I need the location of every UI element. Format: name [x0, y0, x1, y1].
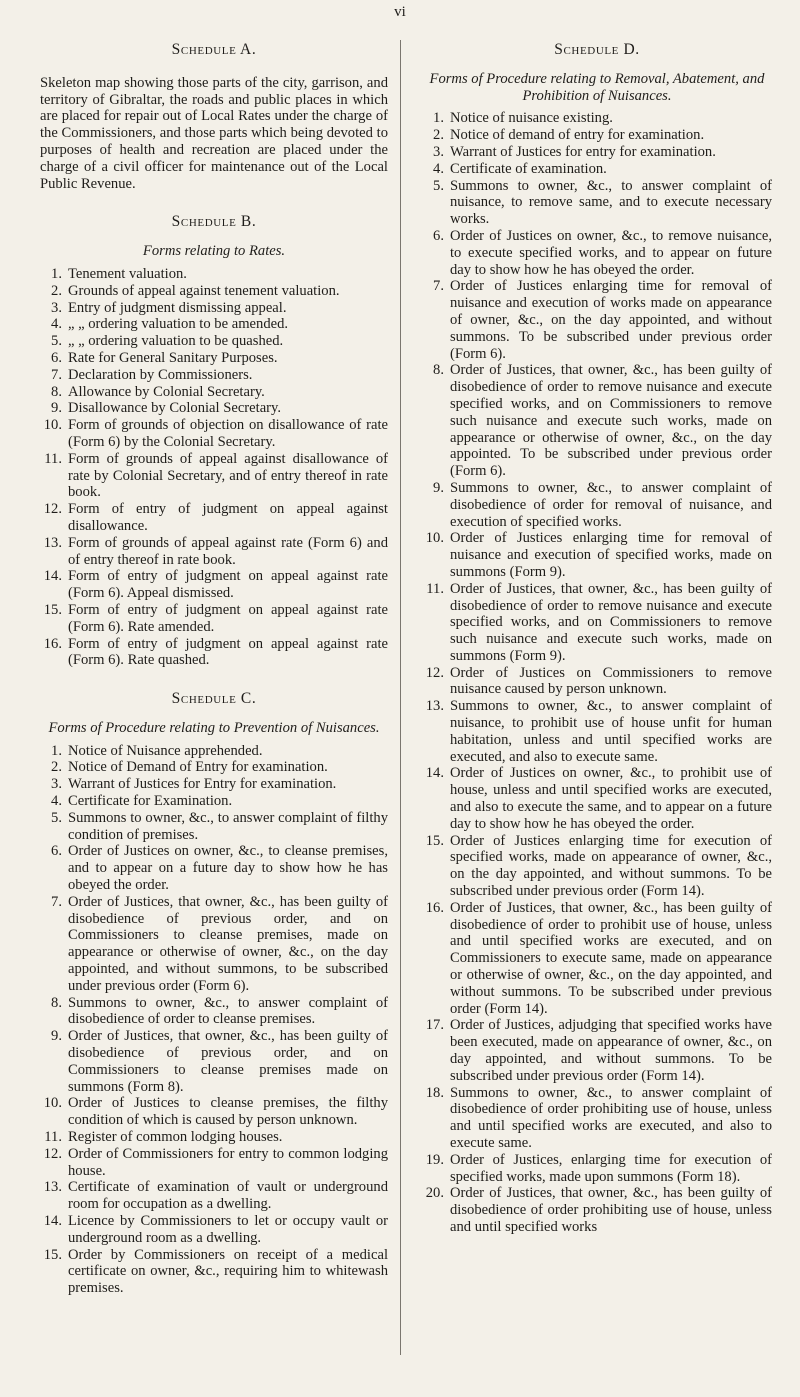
item-text: „ „ ordering valuation to be quashed.: [68, 333, 284, 350]
item-text: Order of Justices on Commissioners to remove nuisance caused by person unknown.: [450, 664, 772, 698]
item-number: 19.: [425, 1151, 444, 1168]
schedule-d-list: [422, 110, 772, 1235]
schedule-c-subheading: Forms of Procedure relating to Prevention of Nuisances.: [48, 719, 380, 736]
item-text: Certificate of examination.: [450, 160, 607, 177]
item-text: Declaration by Commissioners.: [68, 366, 253, 383]
item-text: Form of entry of judgment on appeal against rate (Form 6). Rate amended.: [68, 601, 388, 635]
item-text: Order of Justices on owner, &c., to remove nuisance, to execute specified works, and to appear on future day to show how he has obeyed the order.: [450, 227, 772, 278]
list-item: [422, 1152, 772, 1186]
schedule-b-heading: Schedule B.: [171, 213, 257, 231]
item-number: 10.: [43, 1095, 62, 1112]
item-text: Notice of demand of entry for examination.: [450, 127, 705, 144]
list-item: [422, 362, 772, 480]
schedule-c-heading: Schedule C.: [171, 690, 257, 708]
list-item: [40, 1028, 388, 1095]
item-number: 2.: [51, 759, 62, 776]
list-item: [40, 1247, 388, 1297]
list-item: [422, 665, 772, 699]
schedule-a-text: Skeleton map showing those parts of the city, garrison, and territory of Gibraltar, the roads and public places in which are placed for repair out of Local Rates under the charge of the Commissioners, and those parts which being devoted to purposes of health and recreation are placed under the charge of a civil officer for maintenance out of the Local Public Revenue.: [40, 74, 388, 192]
item-text: Form of entry of judgment on appeal against rate (Form 6). Appeal dismissed.: [68, 568, 388, 602]
left-column: [40, 42, 388, 1297]
item-number: 4.: [51, 316, 62, 333]
item-number: 13.: [43, 534, 62, 551]
list-item: [40, 501, 388, 535]
item-number: 8.: [51, 994, 62, 1011]
list-item: [40, 1095, 388, 1129]
item-number: 5.: [51, 333, 62, 350]
item-number: 8.: [433, 362, 444, 379]
list-item: [422, 1017, 772, 1084]
list-item: [422, 228, 772, 278]
list-item: [422, 833, 772, 900]
list-item: [40, 535, 388, 569]
list-item: [40, 602, 388, 636]
item-text: Form of entry of judgment on appeal against disallowance.: [68, 501, 388, 534]
item-number: 12.: [425, 664, 444, 681]
item-text: Disallowance by Colonial Secretary.: [68, 400, 282, 417]
item-number: 13.: [43, 1179, 62, 1196]
list-item: [40, 743, 388, 760]
item-number: 12.: [43, 1145, 62, 1162]
list-item: [40, 1179, 388, 1213]
item-text: Form of grounds of appeal against disallowance of rate by Colonial Secretary, and of entry thereof in rate book.: [68, 450, 388, 501]
item-number: 8.: [51, 383, 62, 400]
item-number: 14.: [425, 765, 444, 782]
item-text: Notice of nuisance existing.: [450, 110, 613, 127]
schedule-b-subheading: Forms relating to Rates.: [142, 243, 286, 260]
item-number: 18.: [425, 1084, 444, 1101]
item-number: 2.: [51, 282, 62, 299]
list-item: [422, 1085, 772, 1152]
list-item: [40, 451, 388, 501]
item-text: Allowance by Colonial Secretary.: [68, 383, 265, 400]
list-item: [422, 278, 772, 362]
item-text: Order of Justices, that owner, &c., has been guilty of disobedience of previous order, and on Commissioners to cleanse premises made on summons (Form 8).: [68, 1028, 388, 1095]
item-number: 9.: [433, 479, 444, 496]
list-item: [40, 350, 388, 367]
column-divider: [400, 40, 401, 1355]
item-number: 5.: [51, 809, 62, 826]
item-text: Order of Justices, that owner, &c., has been guilty of disobedience of previous order, and on Commissioners to cleanse premises, made on appearance or otherwise of owner, &c., on the day appointed, and without summons, to be subscribed under previous order (Form 6).: [68, 893, 388, 994]
item-text: Summons to owner, &c., to answer complaint of filthy condition of premises.: [68, 809, 388, 843]
list-item: [40, 1129, 388, 1146]
list-item: [422, 144, 772, 161]
item-text: Form of entry of judgment on appeal against rate (Form 6). Rate quashed.: [68, 635, 388, 669]
list-item: [40, 843, 388, 893]
item-number: 15.: [43, 1246, 62, 1263]
schedule-d: [422, 42, 772, 1236]
item-number: 15.: [43, 601, 62, 618]
item-text: Register of common lodging houses.: [68, 1129, 283, 1146]
item-number: 6.: [51, 349, 62, 366]
schedule-d-subheading: Forms of Procedure relating to Removal, Abatement, and Prohibition of Nuisances.: [429, 70, 765, 104]
item-text: Order of Justices on owner, &c., to cleanse premises, and to appear on a future day to show how he has obeyed the order.: [68, 843, 388, 894]
list-item: [40, 266, 388, 283]
item-number: 14.: [43, 1213, 62, 1229]
item-number: 3.: [51, 776, 62, 793]
item-text: Grounds of appeal against tenement valuation.: [68, 282, 340, 299]
item-text: Rate for General Sanitary Purposes.: [68, 349, 278, 366]
item-number: 20.: [425, 1185, 444, 1202]
list-item: [422, 900, 772, 1018]
list-item: [422, 581, 772, 665]
item-number: 10.: [43, 417, 62, 434]
item-number: 9.: [51, 1028, 62, 1045]
item-text: Form of grounds of appeal against rate (Form 6) and of entry thereof in rate book.: [68, 534, 388, 568]
item-text: Certificate of examination of vault or underground room for occupation as a dwelling.: [68, 1179, 388, 1213]
item-number: 15.: [425, 832, 444, 849]
item-text: Licence by Commissioners to let or occupy vault or underground room as a dwelling.: [68, 1213, 388, 1246]
item-number: 17.: [425, 1017, 444, 1034]
list-item: [40, 995, 388, 1029]
list-item: [40, 759, 388, 776]
schedule-d-heading: Schedule D.: [554, 41, 640, 58]
schedule-a-heading: Schedule A.: [171, 41, 257, 58]
item-text: Order of Justices, adjudging that specified works have been executed, made on appearance of owner, &c., on day appointed, and without summons. To be subscribed under previous order (Form 14).: [450, 1017, 772, 1084]
item-number: 6.: [51, 843, 62, 860]
list-item: [40, 810, 388, 844]
item-text: Order of Justices enlarging time for removal of nuisance and execution of specified works, made on summons (Form 9).: [450, 530, 772, 580]
item-text: Notice of Nuisance apprehended.: [68, 742, 263, 759]
list-item: [40, 568, 388, 602]
item-number: 4.: [51, 793, 62, 810]
item-text: Order of Justices enlarging time for execution of specified works, made on appearance of owner, &c., on the day appointed, and without summons. To be subscribed under previous order (Form 14).: [450, 832, 772, 900]
item-number: 2.: [433, 127, 444, 144]
item-text: Order of Justices, that owner, &c., has been guilty of disobedience of order to remove nuisance and execute specified works, and on Commissioners to remove such nuisance and execute such works, made on appearance or otherwise of owner, &c., on the day appointed. To be subscribed under previous order (Form 6).: [450, 362, 772, 480]
item-number: 11.: [44, 450, 62, 467]
item-text: Summons to owner, &c., to answer complaint of nuisance, to remove same, and to execute necessary works.: [450, 177, 772, 228]
item-text: Summons to owner, &c., to answer complaint of disobedience of order to cleanse premises.: [68, 994, 388, 1028]
item-text: Order of Commissioners for entry to common lodging house.: [68, 1145, 388, 1179]
list-item: [40, 1213, 388, 1247]
item-text: Form of grounds of objection on disallowance of rate (Form 6) by the Colonial Secretary.: [68, 417, 388, 450]
item-text: Order by Commissioners on receipt of a medical certificate on owner, &c., requiring him to whitewash premises.: [68, 1246, 388, 1297]
item-text: Entry of judgment dismissing appeal.: [68, 299, 287, 316]
list-item: [422, 1185, 772, 1235]
schedule-b: [40, 214, 388, 669]
item-text: Summons to owner, &c., to answer complaint of disobedience of order prohibiting use of house, unless and until specified works are executed, and also to execute same.: [450, 1084, 772, 1151]
list-item: [40, 636, 388, 670]
item-number: 10.: [425, 530, 444, 547]
item-number: 1.: [433, 110, 444, 127]
list-item: [422, 530, 772, 580]
list-item: [422, 127, 772, 144]
item-number: 1.: [51, 265, 62, 282]
item-number: 7.: [433, 278, 444, 295]
item-number: 13.: [425, 698, 444, 715]
list-item: [422, 110, 772, 127]
item-number: 4.: [433, 160, 444, 177]
item-text: Warrant of Justices for entry for examination.: [450, 143, 716, 160]
item-number: 11.: [44, 1129, 62, 1146]
list-item: [40, 776, 388, 793]
item-number: 3.: [51, 299, 62, 316]
item-text: Order of Justices, that owner, &c., has been guilty of disobedience of order to remove nuisance and execute specified works, and on Commissioners to remove such nuisance and execute such works, made on summons (Form 9).: [450, 580, 772, 664]
item-number: 16.: [425, 899, 444, 916]
item-text: Tenement valuation.: [68, 265, 187, 282]
schedule-c-list: [40, 743, 388, 1297]
right-column: [422, 42, 772, 1236]
item-text: Order of Justices, enlarging time for execution of specified works, made upon summons (Form 18).: [450, 1151, 772, 1185]
list-item: [40, 894, 388, 995]
list-item: [40, 400, 388, 417]
page-number: vi: [394, 4, 406, 20]
list-item: [40, 1146, 388, 1180]
item-number: 11.: [426, 580, 444, 597]
list-item: [40, 283, 388, 300]
item-text: Order of Justices enlarging time for removal of nuisance and execution of works made on appearance of owner, &c., on the day appointed, and without summons. To be subscribed under previous order (Form 6).: [450, 278, 772, 362]
item-number: 3.: [433, 143, 444, 160]
list-item: [40, 384, 388, 401]
item-number: 9.: [51, 400, 62, 417]
item-text: „ „ ordering valuation to be amended.: [68, 316, 289, 333]
list-item: [422, 161, 772, 178]
list-item: [422, 480, 772, 530]
list-item: [40, 367, 388, 384]
list-item: [40, 300, 388, 317]
item-text: Certificate for Examination.: [68, 793, 233, 810]
list-item: [422, 178, 772, 228]
item-number: 12.: [43, 501, 62, 518]
item-number: 7.: [51, 893, 62, 910]
item-number: 16.: [43, 635, 62, 652]
item-text: Order of Justices to cleanse premises, the filthy condition of which is caused by person unknown.: [68, 1095, 388, 1129]
item-text: Order of Justices, that owner, &c., has been guilty of disobedience of order prohibiting use of house, unless and until specified works: [450, 1185, 772, 1235]
list-item: [422, 765, 772, 832]
item-text: Warrant of Justices for Entry for examination.: [68, 776, 337, 793]
item-number: 5.: [433, 177, 444, 194]
schedule-a: [40, 42, 388, 192]
list-item: [40, 793, 388, 810]
list-item: [40, 316, 388, 333]
item-text: Summons to owner, &c., to answer complaint of nuisance, to prohibit use of house unfit for human habitation, unless and until specified works are executed, and also to execute same.: [450, 698, 772, 765]
item-number: 14.: [43, 568, 62, 585]
item-text: Order of Justices, that owner, &c., has been guilty of disobedience of order to prohibit use of house, unless and until specified works are executed, and on Commissioners to execute same, made on appearance or otherwise of owner, &c., on the day appointed, and without summons. To be subscribed under previous order (Form 14).: [450, 899, 772, 1017]
item-text: Summons to owner, &c., to answer complaint of disobedience of order for removal of nuisance, and execution of specified works.: [450, 479, 772, 530]
item-text: Notice of Demand of Entry for examination.: [68, 759, 328, 776]
schedule-c: [40, 691, 388, 1297]
item-number: 7.: [51, 366, 62, 383]
list-item: [40, 333, 388, 350]
item-number: 1.: [51, 742, 62, 759]
list-item: [40, 417, 388, 451]
schedule-b-list: [40, 266, 388, 669]
list-item: [422, 698, 772, 765]
item-text: Order of Justices on owner, &c., to prohibit use of house, unless and until specified works are executed, and also to execute the same, and to appear on a future day to show how he has obeyed the order.: [450, 765, 772, 832]
item-number: 6.: [433, 227, 444, 244]
